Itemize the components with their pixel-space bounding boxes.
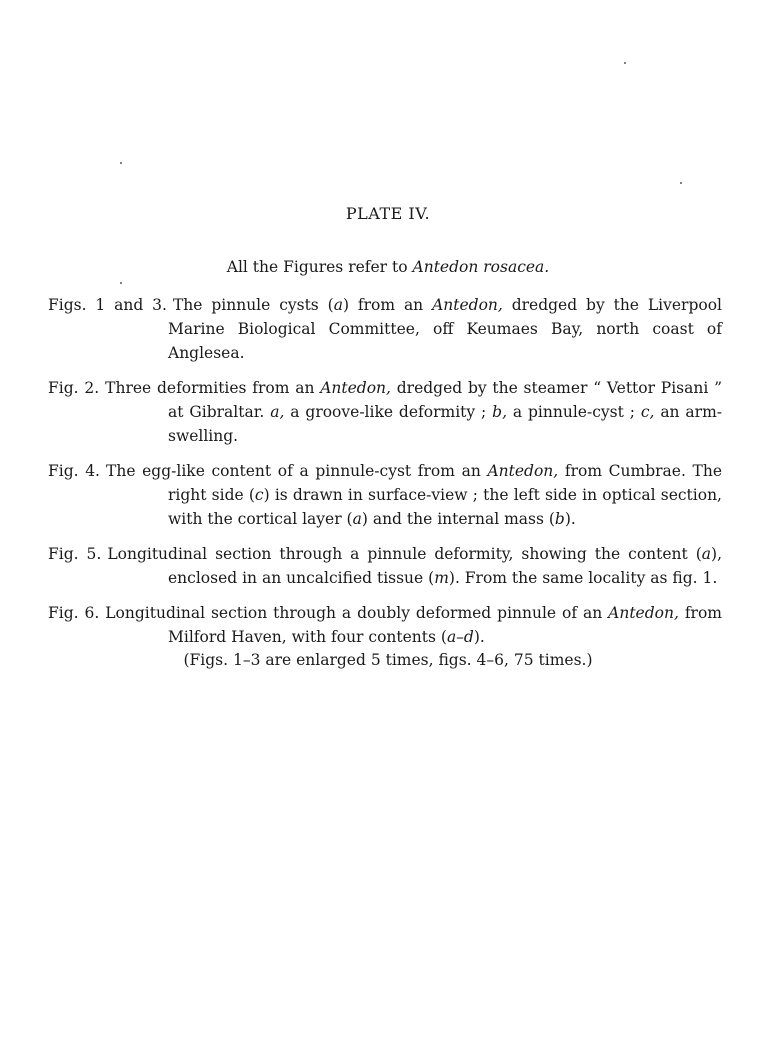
magnification-note: (Figs. 1–3 are enlarged 5 times, figs. 4–6, 75 times.) <box>183 651 593 669</box>
caption-text: Longitudinal section through a pinnule deformity, showing the content ( <box>107 545 702 563</box>
caption-text: from Milford Haven, with four contents ( <box>168 604 722 646</box>
caption-text: a groove-like deformity ; <box>284 403 493 421</box>
caption-label: Fig. 4. <box>48 462 100 480</box>
caption-italic: m <box>434 569 449 587</box>
caption-entry <box>48 542 722 590</box>
caption-italic: a <box>701 545 712 563</box>
caption-text: Three deformities from an <box>105 379 321 397</box>
intro-line <box>0 258 776 276</box>
figure-captions <box>48 293 722 660</box>
caption-italic: Antedon, <box>432 296 503 314</box>
caption-italic: c <box>254 486 264 504</box>
caption-text: ), enclosed in an uncalcified tissue ( <box>168 545 723 587</box>
intro-text: All the Figures refer to <box>226 258 413 276</box>
caption-entry <box>48 293 722 365</box>
caption-entry <box>48 459 722 531</box>
caption-italic: a, <box>270 403 285 421</box>
caption-italic: a–d <box>446 628 474 646</box>
caption-text: ). From the same locality as fig. 1. <box>448 569 718 587</box>
caption-italic: b, <box>492 403 507 421</box>
caption-italic: Antedon, <box>320 379 391 397</box>
caption-text: ) is drawn in surface-view ; the left side in optical section, with the cortical layer ( <box>168 486 722 528</box>
intro-species: Antedon rosacea. <box>412 258 550 276</box>
caption-italic: c, <box>640 403 655 421</box>
caption-label: Fig. 6. <box>48 604 100 622</box>
caption-text: Longitudinal section through a doubly deformed pinnule of an <box>105 604 609 622</box>
caption-text: from Cumbrae. The right side ( <box>168 462 723 504</box>
caption-text: dredged by the steamer “ Vettor Pisani ” at Gibraltar. <box>168 379 723 421</box>
caption-italic: a <box>333 296 343 314</box>
caption-text: ) and the internal mass ( <box>361 510 555 528</box>
speck <box>624 62 626 64</box>
caption-text: ). <box>564 510 576 528</box>
caption-label: Figs. 1 and 3. <box>48 296 167 314</box>
speck <box>120 282 122 284</box>
caption-italic: Antedon, <box>608 604 679 622</box>
plate-title: PLATE IV. <box>345 204 431 223</box>
caption-text: The pinnule cysts ( <box>172 296 334 314</box>
caption-text: The egg-like content of a pinnule-cyst from an <box>106 462 488 480</box>
speck <box>120 162 122 164</box>
caption-entry <box>48 601 722 649</box>
caption-label: Fig. 5. <box>48 545 102 563</box>
caption-italic: Antedon, <box>487 462 559 480</box>
caption-text: dredged by the Liverpool Marine Biological Committee, off Keumaes Bay, north coast of Anglesea. <box>168 296 722 362</box>
caption-label: Fig. 2. <box>48 379 100 397</box>
caption-entry <box>48 376 722 448</box>
caption-italic: a <box>352 510 362 528</box>
caption-text: ). <box>473 628 485 646</box>
caption-text: an arm-swelling. <box>168 403 723 445</box>
speck <box>680 182 682 184</box>
caption-italic: b <box>554 510 565 528</box>
caption-text: ) from an <box>342 296 433 314</box>
caption-text: a pinnule-cyst ; <box>507 403 641 421</box>
